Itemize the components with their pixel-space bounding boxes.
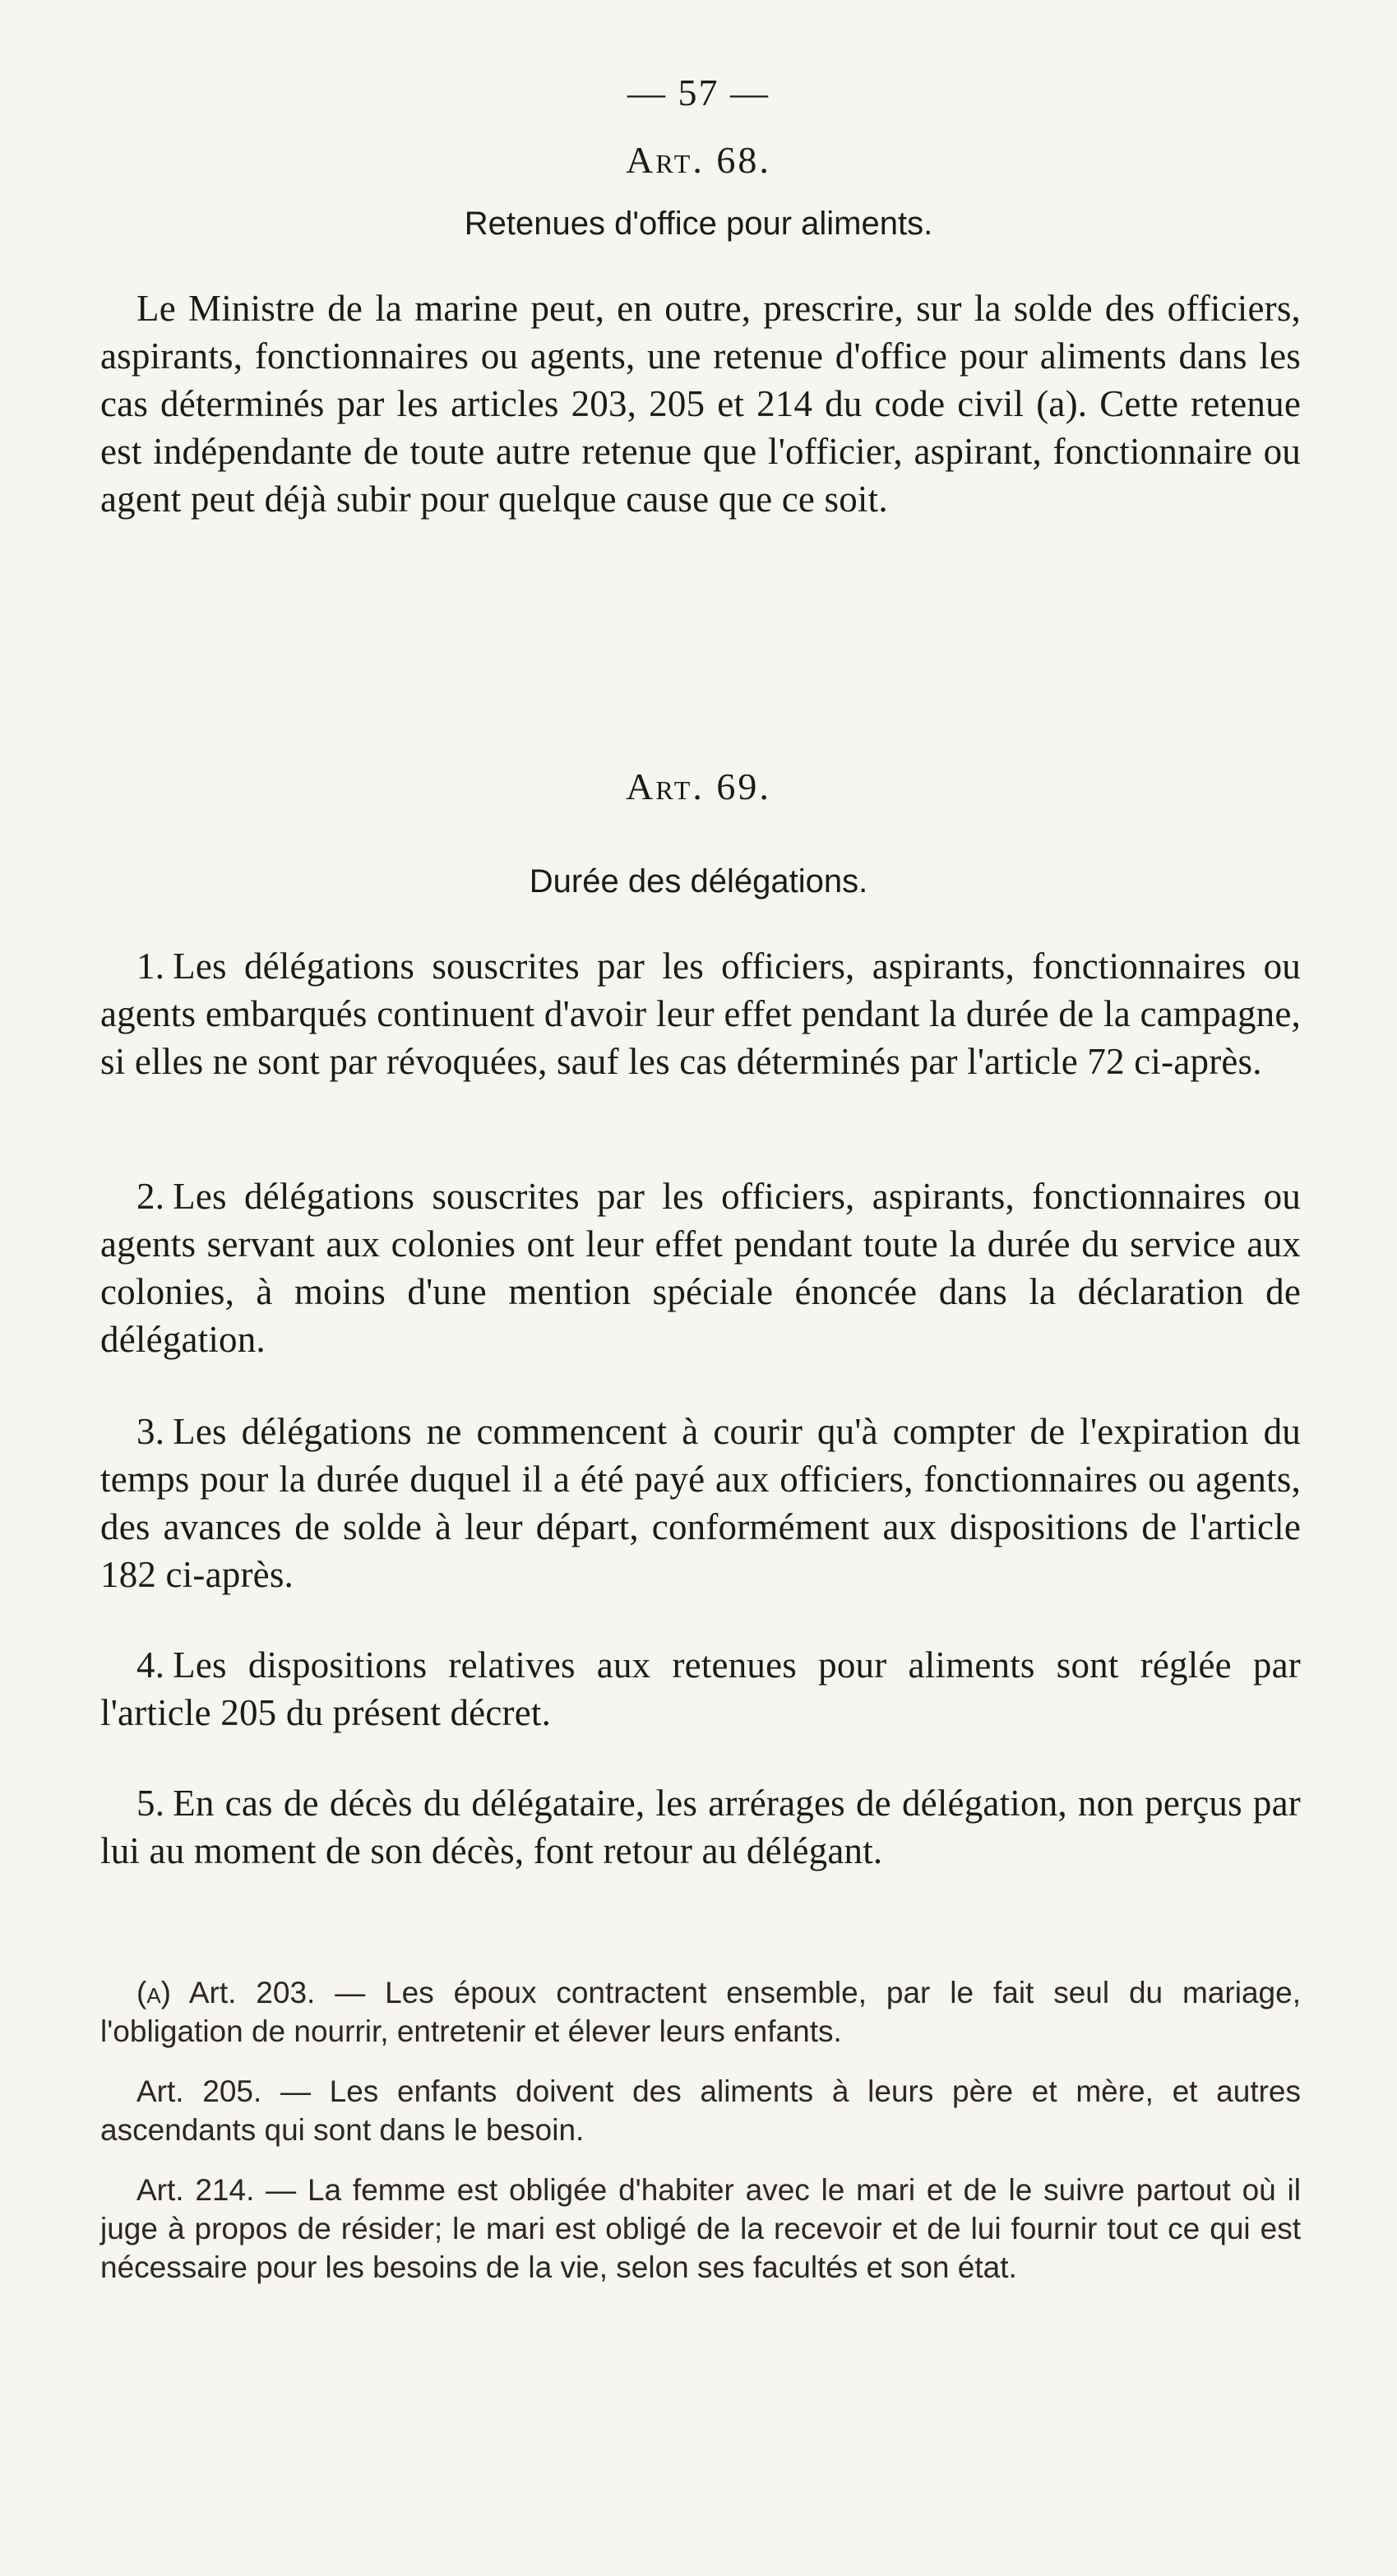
item-text: Les dispositions relatives aux retenues pour aliments sont réglée par l'article 205 du présent décret. [100, 1644, 1301, 1733]
article-68-heading [0, 138, 1397, 182]
article-69-item-3 [100, 1408, 1301, 1598]
page-number: — 57 — [627, 72, 770, 113]
footnote-text: Art. 203. — Les époux contractent ensemble, par le fait seul du mariage, l'obligation de nourrir, entretenir et élever leurs enfants. [100, 1976, 1301, 2048]
article-69-heading [0, 765, 1397, 808]
article-69-heading-text: Art. 69. [626, 765, 771, 807]
item-number: 5. [136, 1783, 165, 1824]
item-text: Les délégations souscrites par les officiers, aspirants, fonctionnaires ou agents embarqués continuent d'avoir leur effet pendant la durée de la campagne, si elles ne sont par révoquées, sauf les cas déterminés par l'article 72 ci-après. [100, 946, 1301, 1082]
item-number: 3. [136, 1411, 165, 1452]
footnote-text: Art. 214. — La femme est obligée d'habiter avec le mari et de le suivre partout où il juge à propos de résider; le mari est obligé de la recevoir et de lui fournir tout ce qui est nécessaire pour les besoins de la vie, selon ses facultés et son état. [100, 2173, 1301, 2284]
footnote-a [100, 1973, 1301, 2051]
item-text: Les délégations ne commencent à courir qu'à compter de l'expiration du temps pour la durée duquel il a été payé aux officiers, fonctionnaires ou agents, des avances de solde à leur départ, conformément aux dispositions de l'article 182 ci-après. [100, 1411, 1301, 1595]
item-number: 2. [136, 1176, 165, 1217]
footnote-art-205 [100, 2072, 1301, 2149]
footnote-text: Art. 205. — Les enfants doivent des aliments à leurs père et mère, et autres ascendants qui sont dans le besoin. [100, 2074, 1301, 2147]
article-68-title: Retenues d'office pour aliments. [464, 206, 933, 242]
article-69-item-1 [100, 942, 1301, 1085]
article-68-heading-text: Art. 68. [626, 139, 771, 181]
article-69-item-2 [100, 1172, 1301, 1363]
item-text: Les délégations souscrites par les officiers, aspirants, fonctionnaires ou agents servant aux colonies ont leur effet pendant toute la durée du service aux colonies, à moins d'une mention spéciale énoncée dans la déclaration de délégation. [100, 1176, 1301, 1360]
item-text: En cas de décès du délégataire, les arrérages de délégation, non perçus par lui au moment de son décès, font retour au délégant. [100, 1783, 1301, 1871]
article-69-title: Durée des délégations. [529, 863, 868, 900]
footnote-art-214 [100, 2171, 1301, 2287]
item-number: 4. [136, 1644, 165, 1686]
item-number: 1. [136, 946, 165, 987]
article-69-item-4 [100, 1641, 1301, 1737]
article-69-item-5 [100, 1779, 1301, 1875]
article-68-paragraph: Le Ministre de la marine peut, en outre, prescrire, sur la solde des officiers, aspirants, fonctionnaires ou agents, une retenue d'office pour aliments dans les cas déterminés par les articles 203, 205 et 214 du code civil (a). Cette retenue est indépendante de toute autre retenue que l'officier, aspirant, fonctionnaire ou agent peut déjà subir pour quelque cause que ce soit. [100, 288, 1301, 520]
footnote-ref: (a) [136, 1976, 171, 2009]
